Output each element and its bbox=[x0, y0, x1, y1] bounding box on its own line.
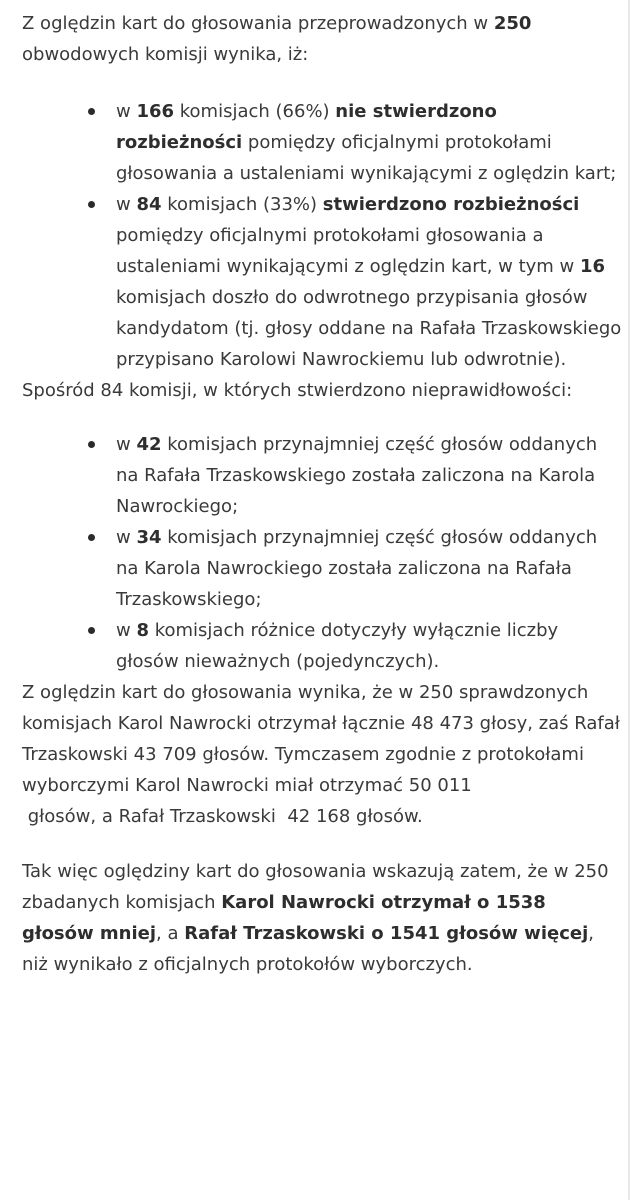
list-item: w 84 komisjach (33%) stwierdzono rozbieżności pomiędzy oficjalnymi protokołami głosowania a ustaleniami wynikającymi z oględzin kart, w tym w 16 komisjach doszło do odwrotnego przypisania głosów kandydatom (tj. głosy oddane na Rafała Trzaskowskiego przypisano Karolowi Nawrockiemu lub odwrotnie). bbox=[22, 189, 622, 375]
intro-text-end: obwodowych komisji wynika, iż: bbox=[22, 44, 309, 65]
list-item: w 8 komisjach różnice dotyczyły wyłącznie liczby głosów nieważnych (pojedynczych). bbox=[22, 615, 622, 677]
count-no-discrepancy: 166 bbox=[136, 101, 175, 122]
count-value: 34 bbox=[136, 527, 162, 548]
trzaskowski-inspected-votes: 43 709 bbox=[133, 744, 197, 765]
trzaskowski-protocol-votes: 42 168 bbox=[287, 806, 351, 827]
list-item: w 166 komisjach (66%) nie stwierdzono rozbieżności pomiędzy oficjalnymi protokołami głosowania a ustaleniami wynikającymi z oględzin kart; bbox=[22, 96, 622, 189]
bold-phrase: nie stwierdzono rozbieżności bbox=[116, 101, 497, 153]
bullet-icon bbox=[88, 534, 95, 541]
list-item: w 42 komisjach przynajmniej część głosów oddanych na Rafała Trzaskowskiego została zaliczona na Karola Nawrockiego; bbox=[22, 429, 622, 522]
intro-text: Z oględzin kart do głosowania przeprowadzonych w bbox=[22, 13, 494, 34]
trzaskowski-difference: Rafał Trzaskowski o 1541 głosów więcej bbox=[184, 923, 589, 944]
bullet-icon bbox=[88, 108, 95, 115]
count-discrepancy: 84 bbox=[136, 194, 162, 215]
count-value: 8 bbox=[136, 620, 149, 641]
nawrocki-inspected-votes: 48 473 bbox=[410, 713, 474, 734]
article-body bbox=[22, 8, 622, 980]
bold-phrase: stwierdzono rozbieżności bbox=[322, 194, 580, 215]
totals-paragraph: Z oględzin kart do głosowania wynika, że w 250 sprawdzonych komisjach Karol Nawrocki otrzymał łącznie 48 473 głosy, zaś Rafał Trzaskowski 43 709 głosów. Tymczasem zgodnie z protokołami wyborczymi Karol Nawrocki miał otrzymać 50 011 głosów, a Rafał Trzaskowski 42 168 głosów. bbox=[22, 682, 620, 827]
nawrocki-difference: Karol Nawrocki otrzymał o 1538 głosów mniej bbox=[22, 892, 546, 944]
irregularities-list bbox=[22, 429, 622, 677]
conclusion-paragraph: Tak więc oględziny kart do głosowania wskazują zatem, że w 250 zbadanych komisjach Karol Nawrocki otrzymał o 1538 głosów mniej, a Rafał Trzaskowski o 1541 głosów więcej, niż wynikało z oficjalnych protokołów wyborczych. bbox=[22, 861, 609, 975]
findings-list bbox=[22, 96, 622, 375]
bullet-icon bbox=[88, 627, 95, 634]
irregularities-intro: Spośród 84 komisji, w których stwierdzono nieprawidłowości: bbox=[22, 380, 573, 401]
intro-paragraph bbox=[22, 8, 622, 70]
intro-commission-count: 250 bbox=[493, 13, 532, 34]
count-reversed: 16 bbox=[579, 256, 606, 277]
bullet-icon bbox=[88, 441, 95, 448]
count-value: 42 bbox=[136, 434, 162, 455]
bullet-icon bbox=[88, 201, 95, 208]
nawrocki-protocol-votes: 50 011 bbox=[408, 775, 472, 796]
list-item: w 34 komisjach przynajmniej część głosów oddanych na Karola Nawrockiego została zaliczona na Rafała Trzaskowskiego; bbox=[22, 522, 622, 615]
